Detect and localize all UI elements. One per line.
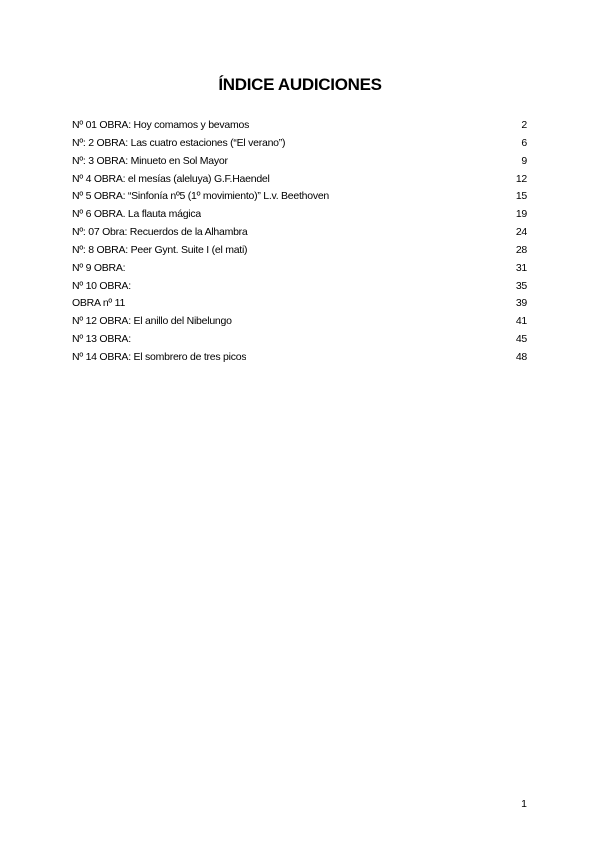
page-number: 1 [521, 798, 527, 810]
toc-entry-9 [72, 262, 527, 280]
toc-entry-11 [72, 297, 527, 315]
toc-entry-label: Nº: 07 Obra: Recuerdos de la Alhambra [72, 226, 248, 239]
toc-entry-label: Nº 01 OBRA: Hoy comamos y bevamos [72, 119, 250, 131]
toc-entry-7 [72, 226, 527, 244]
toc-entry-label: Nº: 3 OBRA: Minueto en Sol Mayor [72, 154, 228, 167]
toc-entry-page: 15 [515, 190, 527, 203]
toc-entry-label: Nº 13 OBRA: [72, 333, 131, 346]
table-of-contents [72, 119, 527, 369]
toc-entry-page: 19 [515, 208, 527, 221]
toc-entry-3 [72, 155, 527, 173]
toc-entry-12 [72, 315, 527, 333]
toc-entry-10 [72, 280, 527, 298]
toc-entry-page: 12 [515, 172, 527, 185]
toc-entry-13 [72, 333, 527, 351]
toc-entry-page: 28 [515, 243, 527, 256]
toc-entry-14 [72, 351, 527, 369]
toc-entry-8 [72, 244, 527, 262]
toc-entry-page: 9 [521, 154, 527, 167]
toc-entry-page: 35 [515, 279, 527, 292]
toc-entry-5 [72, 190, 527, 208]
toc-entry-label: Nº: 2 OBRA: Las cuatro estaciones (“El verano”) [72, 136, 286, 149]
toc-entry-1 [72, 119, 527, 137]
toc-entry-label: Nº 9 OBRA: [72, 261, 126, 274]
toc-entry-page: 31 [515, 261, 527, 274]
toc-entry-page: 39 [515, 297, 527, 310]
toc-entry-label: Nº 6 OBRA. La flauta mágica [72, 208, 201, 221]
toc-entry-label: Nº: 8 OBRA: Peer Gynt. Suite I (el mati) [72, 243, 248, 256]
toc-entry-page: 6 [521, 136, 527, 149]
toc-entry-2 [72, 137, 527, 155]
toc-entry-page: 41 [515, 315, 527, 328]
toc-entry-label: OBRA nº 11 [72, 297, 126, 310]
toc-entry-page: 24 [515, 226, 527, 239]
toc-entry-label: Nº 14 OBRA: El sombrero de tres picos [72, 350, 247, 363]
toc-entry-4 [72, 173, 527, 191]
toc-entry-page: 2 [521, 119, 527, 131]
toc-entry-page: 45 [515, 333, 527, 346]
toc-entry-label: Nº 5 OBRA: “Sinfonía nº5 (1º movimiento)” L.v. Beethoven [72, 190, 330, 203]
toc-entry-label: Nº 12 OBRA: El anillo del Nibelungo [72, 315, 232, 328]
toc-entry-label: Nº 10 OBRA: [72, 279, 131, 292]
page-title: ÍNDICE AUDICIONES [218, 75, 382, 94]
toc-entry-page: 48 [515, 350, 527, 363]
toc-entry-6 [72, 208, 527, 226]
toc-entry-label: Nº 4 OBRA: el mesías (aleluya) G.F.Haendel [72, 172, 270, 185]
